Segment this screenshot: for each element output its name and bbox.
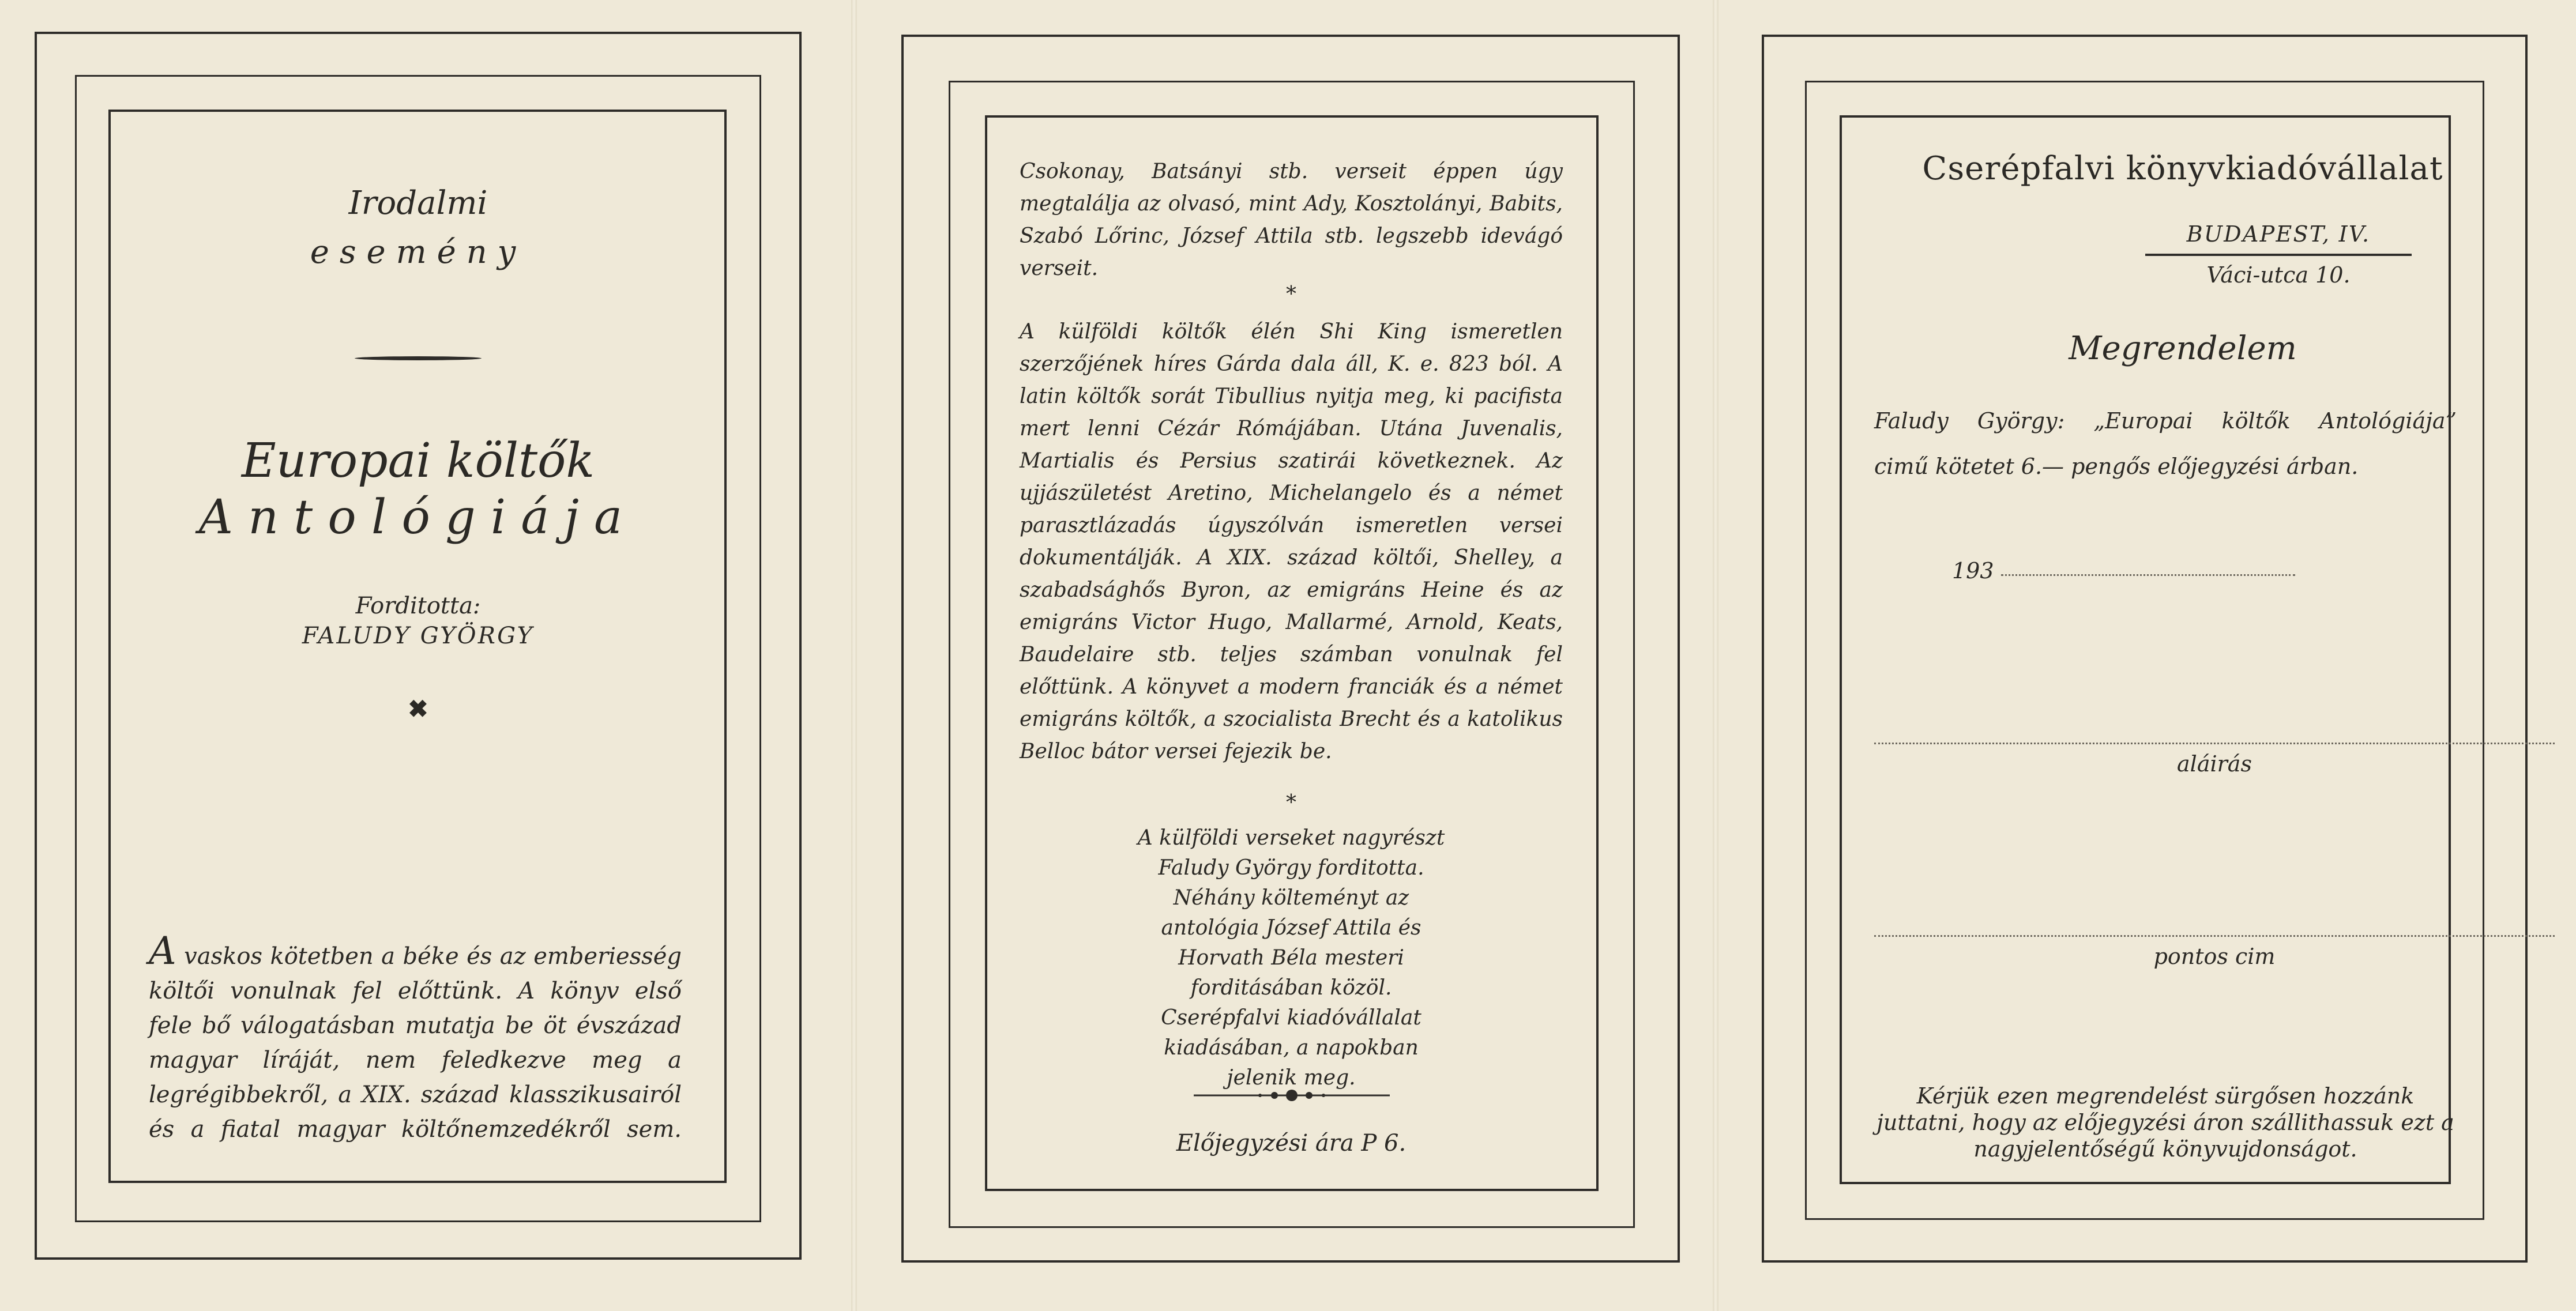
book-title-line-2: Antológiája xyxy=(198,490,638,545)
translator-name: FALUDY GYÖRGY xyxy=(302,623,535,649)
signature-label: aláirás xyxy=(2177,751,2252,777)
request-note: Kérjük ezen megrendelést sürgősen hozzánk juttatni, hogy az előjegyzési áron szállithassuk ezt a nagyjelentőségű könyvujdonságot. xyxy=(1876,1083,2454,1162)
fold-left xyxy=(851,0,857,1311)
separator-star: * xyxy=(1286,282,1296,306)
paragraph-hungarian-poets: Csokonay, Batsányi stb. verseit éppen úgy megtalálja az olvasó, mint Ady, Kosztolányi, Babits, Szabó Lőrinc, József Attila stb. legszebb idevágó verseit. xyxy=(1020,160,1563,280)
publisher-name: Cserépfalvi könyvkiadóvállalat xyxy=(1922,150,2443,187)
separator-star: * xyxy=(1286,791,1296,815)
address-rule xyxy=(2145,254,2412,256)
address-label: pontos cim xyxy=(2153,944,2276,969)
book-title-line-1: Europai költők xyxy=(241,434,595,488)
order-text-line-1: Faludy György: „Europai költők Antológiája” xyxy=(1874,408,2457,434)
pre-order-price: Előjegyzési ára P 6. xyxy=(1176,1130,1407,1156)
intro-text: vaskos kötetben a béke és az emberiesség költői vonulnak fel előttünk. A könyv első fele bő válogatásban mutatja be öt évszázad magyar líráját, nem feledkezve meg a legrégibbekről, a XIX. század klasszikusairól és a fiatal magyar költőnemzedékről sem. xyxy=(149,943,682,1143)
heading-line-2: esemény xyxy=(310,233,527,271)
date-year-prefix: 193 xyxy=(1952,558,1994,583)
ornamental-divider xyxy=(1194,1087,1390,1104)
fold-right xyxy=(1713,0,1718,1311)
order-heading: Megrendelem xyxy=(2069,330,2297,367)
ornament-icon: ✖ xyxy=(408,695,428,723)
address-field[interactable] xyxy=(1874,935,2555,937)
order-text-line-2: cimű kötetet 6.— pengős előjegyzési árban. xyxy=(1874,454,2359,479)
intro-paragraph xyxy=(149,929,682,1147)
paragraph-foreign-poets: A külföldi költők élén Shi King ismeretlen szerzőjének híres Gárda dala áll, K. e. 823 ból. A latin költők sorát Tibullius nyitja meg, ki pacifista mert lenni Cézár Rómájában. Utána Juvenalis, Martialis és Persius szatirái következnek. Az ujjászületést Aretino, Michelangelo és a német parasztlázadás úgyszólván ismeretlen versei dokumentálják. A XIX. század költői, Shelley, a szabadsághős Byron, az emigráns Heine és az emigráns Victor Hugo, Mallarmé, Arnold, Keats, Baudelaire stb. teljes számban vonulnak fel előttünk. A könyvet a modern franciák és a német emigráns költők, a szocialista Brecht és a katolikus Belloc bátor versei fejezik be. xyxy=(1020,320,1563,763)
paragraph-translations: A külföldi verseket nagyrészt Faludy György forditotta. Néhány költeményt az antológia József Attila és Horvath Béla mesteri forditásában közöl. Cserépfalvi kiadóvállalat kiadásában, a napokban jelenik meg. xyxy=(1137,826,1445,1090)
publisher-street: Váci-utca 10. xyxy=(2206,262,2351,288)
signature-field[interactable] xyxy=(1874,743,2555,744)
publisher-city: BUDAPEST, IV. xyxy=(2186,221,2371,247)
translated-by-label: Forditotta: xyxy=(355,593,481,619)
decorative-rule xyxy=(355,356,482,360)
date-field[interactable] xyxy=(2001,574,2295,576)
drop-cap: A xyxy=(149,929,176,973)
heading-line-1: Irodalmi xyxy=(348,184,488,222)
